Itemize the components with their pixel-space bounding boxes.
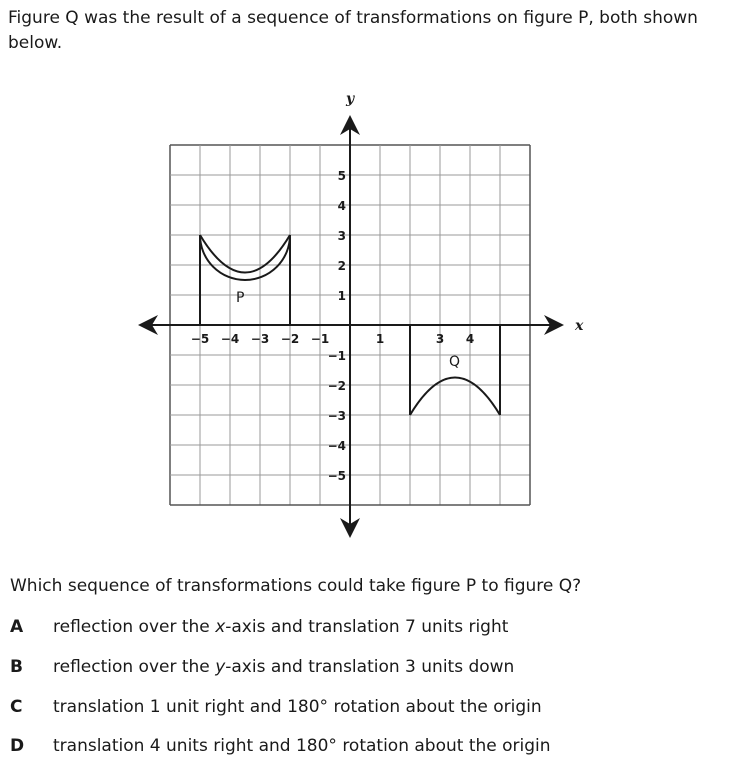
- choice-letter: B: [10, 657, 23, 677]
- y-tick-label: 1: [337, 289, 346, 303]
- choice-d[interactable]: [10, 736, 551, 756]
- choice-variable: x: [215, 617, 226, 637]
- x-tick-label: 3: [435, 332, 445, 346]
- figure-p: [200, 235, 290, 325]
- choice-variable: y: [215, 657, 226, 677]
- x-tick-label: −3: [250, 332, 270, 346]
- y-tick-label: −5: [327, 469, 346, 483]
- y-tick-label: 2: [337, 259, 346, 273]
- x-tick-label: −1: [310, 332, 330, 346]
- choice-text: reflection over the x-axis and translation 7 units right: [53, 617, 509, 637]
- x-tick-label: −2: [280, 332, 300, 346]
- choice-letter: A: [10, 617, 24, 637]
- x-tick-label: 4: [465, 332, 475, 346]
- y-tick-label: 3: [337, 229, 346, 243]
- choice-text: translation 4 units right and 180° rotation about the origin: [53, 736, 551, 756]
- y-tick-label: 4: [337, 199, 346, 213]
- y-axis-label: y: [346, 91, 355, 107]
- choice-letter: C: [10, 697, 23, 717]
- y-tick-label: −1: [327, 349, 346, 363]
- choice-letter: D: [10, 736, 25, 756]
- choice-text: translation 1 unit right and 180° rotation about the origin: [53, 697, 542, 717]
- y-tick-label: −2: [327, 379, 346, 393]
- figure-p-label: P: [236, 290, 245, 306]
- figure-q-curve: [410, 378, 500, 416]
- intro-text: Figure Q was the result of a sequence of transformations on figure P, both shown below.: [8, 8, 698, 53]
- choice-a[interactable]: [10, 617, 508, 637]
- y-tick-label: 5: [337, 169, 346, 183]
- x-tick-label: 1: [375, 332, 385, 346]
- choice-b[interactable]: [10, 657, 514, 677]
- y-tick-label: −4: [327, 439, 346, 453]
- x-axis-label: x: [575, 318, 584, 334]
- choice-c[interactable]: [10, 697, 542, 717]
- choice-text: reflection over the y-axis and translation 3 units down: [53, 657, 515, 677]
- x-tick-label: −4: [220, 332, 240, 346]
- question-text: Which sequence of transformations could take figure P to figure Q?: [10, 576, 582, 596]
- y-tick-label: −3: [327, 409, 346, 423]
- figure-q-label: Q: [449, 354, 461, 370]
- figure-q: [410, 325, 500, 415]
- x-tick-label: −5: [190, 332, 210, 346]
